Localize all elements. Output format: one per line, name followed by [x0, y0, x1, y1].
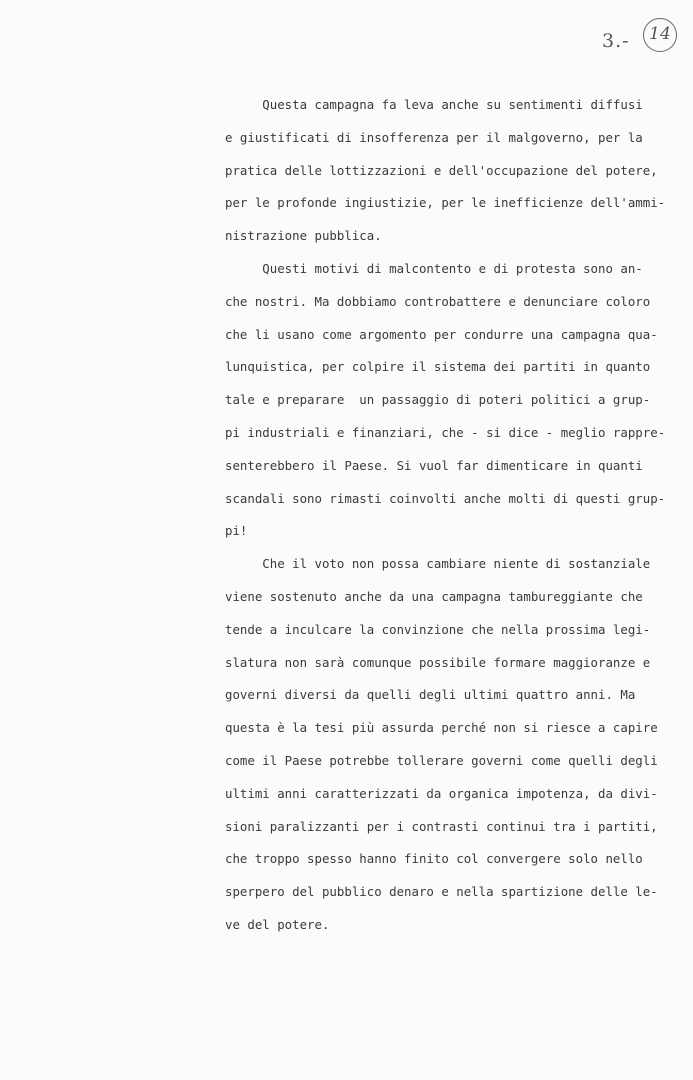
- text-line: pratica delle lottizzazioni e dell'occupazione del potere,: [225, 162, 658, 178]
- text-line: pi!: [225, 523, 248, 539]
- text-line: Questa campagna fa leva anche su sentimenti diffusi: [225, 97, 643, 112]
- text-line: slatura non sarà comunque possibile formare maggioranze e: [225, 654, 651, 670]
- text-line: pi industriali e finanziari, che - si dice - meglio rappre-: [225, 424, 666, 440]
- text-line: che troppo spesso hanno finito col convergere solo nello: [225, 851, 643, 867]
- text-line: come il Paese potrebbe tollerare governi come quelli degli: [225, 752, 658, 768]
- page-number: 3.-: [602, 30, 630, 52]
- text-line: sioni paralizzanti per i contrasti continui tra i partiti,: [225, 818, 658, 834]
- text-line: e giustificati di insofferenza per il malgoverno, per la: [225, 129, 643, 145]
- circled-page-stamp: 14: [643, 18, 677, 52]
- text-line: scandali sono rimasti coinvolti anche molti di questi grup-: [225, 490, 666, 506]
- text-line: questa è la tesi più assurda perché non si riesce a capire: [225, 720, 658, 736]
- text-line: Che il voto non possa cambiare niente di sostanziale: [225, 556, 651, 572]
- text-line: viene sostenuto anche da una campagna tambureggiante che: [225, 588, 643, 604]
- text-line: ultimi anni caratterizzati da organica impotenza, da divi-: [225, 785, 658, 801]
- text-line: governi diversi da quelli degli ultimi quattro anni. Ma: [225, 687, 636, 703]
- text-line: tende a inculcare la convinzione che nella prossima legi-: [225, 621, 651, 637]
- text-line: sperpero del pubblico denaro e nella spartizione delle le-: [225, 884, 658, 900]
- text-line: senterebbero il Paese. Si vuol far dimenticare in quanti: [225, 457, 643, 473]
- text-line: tale e preparare un passaggio di poteri politici a grup-: [225, 392, 651, 408]
- text-line: nistrazione pubblica.: [225, 228, 382, 244]
- text-line: ve del potere.: [225, 916, 330, 932]
- text-line: per le profonde ingiustizie, per le inefficienze dell'ammi-: [225, 195, 666, 211]
- text-line: lunquistica, per colpire il sistema dei partiti in quanto: [225, 359, 651, 375]
- text-line: che nostri. Ma dobbiamo controbattere e denunciare coloro: [225, 293, 651, 309]
- body-text: [225, 89, 666, 942]
- text-line: che li usano come argomento per condurre una campagna qua-: [225, 326, 658, 342]
- text-line: Questi motivi di malcontento e di protesta sono an-: [225, 260, 643, 276]
